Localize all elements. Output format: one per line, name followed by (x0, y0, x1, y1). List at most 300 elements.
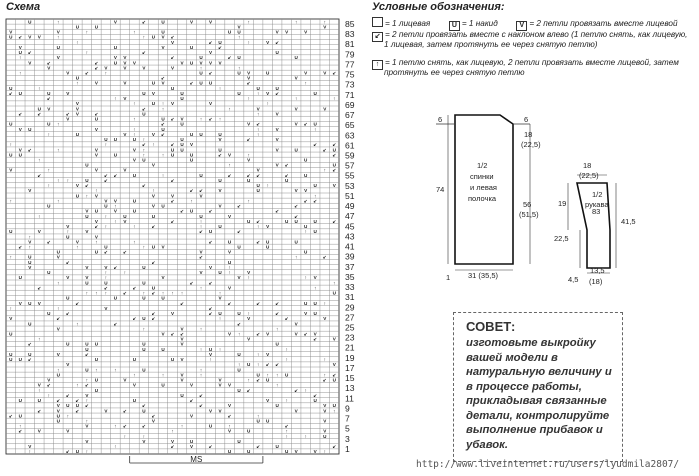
chart-symbol: ↑ (237, 34, 241, 40)
chart-symbol: U (294, 218, 298, 224)
chart-symbol: ↙ (46, 239, 51, 245)
chart-symbol: V (323, 403, 327, 409)
chart-symbol: V (180, 60, 184, 66)
chart-symbol: U (304, 172, 308, 178)
legend-knit-text: = 1 лицевая (385, 19, 431, 28)
chart-symbol: U (180, 392, 184, 398)
row-number: 11 (345, 393, 354, 404)
chart-symbol: V (85, 438, 89, 444)
chart-symbol: V (94, 152, 98, 158)
row-number: 3 (345, 433, 350, 444)
chart-symbol: U (123, 213, 127, 219)
chart-symbol: ↙ (103, 177, 108, 183)
legend-row-2b: 1 лицевая, затем протянуть ее через снятую петлю) (384, 40, 598, 49)
chart-symbol: V (209, 60, 213, 66)
chart-symbol: U (142, 280, 146, 286)
chart-symbol: ↑ (295, 96, 298, 102)
chart-symbol: ↑ (247, 311, 250, 317)
chart-symbol: ↙ (113, 321, 118, 327)
chart-symbol: U (9, 357, 13, 363)
chart-symbol: ↙ (199, 254, 203, 260)
chart-symbol: U (132, 357, 137, 363)
chart-symbol: ↙ (94, 60, 99, 66)
chart-symbol: U (218, 177, 222, 183)
chart-symbol: ↙ (322, 147, 327, 153)
chart-symbol: ↑ (256, 351, 260, 357)
chart-symbol: V (75, 239, 79, 245)
chart-symbol: U (94, 116, 99, 122)
chart-symbol: V (323, 428, 327, 434)
chart-symbol: U (237, 55, 241, 61)
chart-symbol: U (56, 372, 60, 378)
chart-symbol: ↑ (114, 367, 117, 373)
chart-symbol: ↙ (208, 39, 213, 45)
chart-symbol: U (56, 44, 60, 50)
chart-symbol: ↑ (142, 433, 146, 439)
chart-symbol: ↙ (65, 392, 70, 398)
chart-symbol: U (237, 70, 241, 76)
chart-symbol: V (123, 80, 127, 86)
row-number: 57 (345, 160, 355, 171)
chart-symbol: ↙ (37, 408, 42, 414)
chart-symbol: V (323, 408, 327, 414)
chart-symbol: ↑ (85, 449, 89, 455)
chart-symbol: U (189, 131, 194, 137)
chart-symbol: U (85, 341, 89, 347)
chart-symbol: U (285, 218, 289, 224)
chart-symbol: V (66, 90, 70, 96)
chart-symbol: ↙ (170, 55, 175, 61)
dim-bottom-width: 31 (35,5) (468, 271, 499, 280)
chart-symbol: ↑ (57, 19, 60, 25)
chart-symbol: V (209, 19, 213, 25)
chart-symbol: V (275, 111, 279, 117)
chart-symbol: U (237, 244, 241, 250)
chart-symbol: V (151, 193, 156, 199)
chart-symbol: U (237, 90, 241, 96)
chart-symbol: U (199, 55, 203, 61)
chart-symbol: V (66, 224, 70, 230)
chart-symbol: ↙ (208, 305, 213, 311)
chart-symbol: ↑ (247, 198, 250, 204)
chart-symbol: ↑ (266, 101, 269, 107)
sk2p-icon: ↑ (372, 60, 383, 70)
chart-symbol: U (56, 413, 60, 419)
chart-symbol: V (56, 254, 60, 260)
chart-symbol: U (304, 224, 308, 230)
chart-symbol: ↙ (256, 300, 261, 306)
chart-symbol: U (85, 213, 89, 219)
chart-symbol: ↙ (37, 172, 42, 178)
knit-stitch-icon (372, 17, 383, 27)
row-number: 73 (345, 79, 355, 90)
chart-symbol: U (265, 70, 270, 76)
row-number: 23 (345, 332, 355, 343)
sleeve-label-1: 1/2 (592, 190, 603, 199)
chart-symbol: V (75, 106, 79, 112)
chart-symbol: U (66, 341, 70, 347)
chart-symbol: U (218, 224, 222, 230)
row-number: 19 (345, 352, 355, 363)
row-number: 15 (345, 373, 355, 384)
chart-symbol: U (313, 90, 317, 96)
chart-symbol: V (151, 418, 156, 424)
chart-symbol: ↙ (246, 387, 251, 393)
chart-symbol: ↑ (38, 213, 41, 219)
chart-symbol: ↙ (256, 121, 261, 127)
chart-symbol: ↙ (284, 172, 289, 178)
dim-sleeve-top: 18 (583, 161, 592, 170)
chart-symbol: ↑ (57, 121, 60, 127)
chart-symbol: V (323, 316, 327, 322)
chart-symbol: ↑ (114, 444, 117, 450)
chart-symbol: ↑ (28, 244, 31, 250)
chart-symbol: V (228, 249, 232, 255)
chart-symbol: ↑ (218, 316, 222, 322)
chart-symbol: ↙ (246, 137, 251, 143)
chart-symbol: U (265, 418, 270, 424)
chart-symbol: U (199, 70, 203, 76)
chart-symbol: ↑ (266, 183, 269, 189)
chart-symbol: V (180, 336, 184, 342)
chart-symbol: U (265, 244, 270, 250)
chart-symbol: U (142, 408, 146, 414)
chart-symbol: ↑ (256, 111, 260, 117)
chart-title: Схема (6, 1, 41, 13)
chart-symbol: ↑ (152, 188, 155, 194)
chart-symbol: U (113, 137, 118, 143)
dim-top-right: 6 (524, 115, 529, 124)
chart-symbol: ↙ (303, 121, 308, 127)
chart-symbol: ↙ (227, 300, 232, 306)
row-number: 79 (345, 49, 355, 60)
chart-symbol: ↑ (323, 357, 326, 363)
chart-symbol: ↑ (76, 80, 79, 86)
chart-symbol: V (323, 418, 327, 424)
chart-symbol: U (142, 111, 146, 117)
dim-side-alt: (51,5) (519, 210, 539, 219)
row-number: 61 (345, 140, 355, 151)
chart-symbol: V (56, 326, 60, 332)
chart-symbol: U (227, 239, 232, 245)
chart-symbol: V (94, 218, 98, 224)
chart-symbol: V (323, 24, 327, 30)
chart-symbol: ↑ (38, 336, 41, 342)
chart-symbol: U (113, 152, 118, 158)
chart-symbol: V (218, 203, 222, 209)
chart-symbol: V (285, 29, 289, 35)
chart-symbol: ↑ (256, 362, 260, 368)
chart-symbol: U (85, 162, 89, 168)
chart-symbol: ↑ (285, 398, 288, 404)
chart-symbol: U (208, 80, 213, 86)
chart-symbol: U (9, 85, 13, 91)
chart-symbol: V (266, 331, 270, 337)
dim-shoulder-alt: (22,5) (521, 140, 541, 149)
chart-symbol: V (275, 29, 279, 35)
chart-symbol: U (132, 198, 137, 204)
chart-symbol: U (142, 264, 146, 270)
chart-symbol: V (323, 70, 327, 76)
chart-symbol: ↑ (123, 270, 127, 276)
row-number: 83 (345, 29, 355, 40)
chart-symbol: V (247, 70, 251, 76)
body-label-3: и левая (470, 183, 497, 192)
row-number: 71 (345, 89, 355, 100)
chart-symbol: ↑ (276, 326, 279, 332)
row-number: 41 (345, 241, 355, 252)
chart-symbol: V (9, 167, 13, 173)
chart-symbol: ↙ (18, 244, 23, 250)
chart-symbol: ↑ (199, 346, 203, 352)
chart-symbol: U (313, 121, 317, 127)
chart-symbol: ↙ (170, 444, 175, 450)
chart-symbol: V (294, 408, 298, 414)
chart-symbol: ↙ (46, 96, 51, 102)
chart-symbol: ↑ (295, 19, 298, 25)
chart-symbol: ↙ (142, 142, 146, 148)
chart-symbol: V (123, 167, 127, 173)
chart-symbol: V (151, 162, 156, 168)
chart-symbol: U (113, 44, 118, 50)
chart-symbol: V (142, 438, 146, 444)
chart-symbol: U (85, 177, 89, 183)
dim-sleeve-bottom-alt: (18) (589, 277, 603, 286)
chart-symbol: ↙ (113, 264, 118, 270)
chart-symbol: U (28, 321, 32, 327)
chart-symbol: U (237, 387, 241, 393)
chart-symbol: V (66, 362, 70, 368)
chart-symbol: V (218, 377, 222, 383)
chart-symbol: U (218, 311, 222, 317)
chart-symbol: U (180, 121, 184, 127)
chart-symbol: ↙ (94, 224, 99, 230)
legend-title: Условные обозначения: (372, 1, 505, 13)
chart-symbol: ↑ (171, 290, 174, 296)
chart-symbol: V (304, 311, 308, 317)
chart-symbol: U (28, 259, 32, 265)
chart-symbol: ↑ (180, 290, 184, 296)
chart-symbol: ↑ (247, 152, 250, 158)
chart-symbol: V (294, 75, 298, 81)
chart-symbol: U (218, 270, 222, 276)
chart-symbol: ↑ (228, 106, 231, 112)
chart-symbol: ↑ (9, 198, 12, 204)
chart-symbol: ↙ (256, 444, 261, 450)
chart-symbol: ↙ (313, 142, 318, 148)
chart-symbol: ↑ (57, 177, 60, 183)
chart-symbol: ↑ (9, 142, 12, 148)
chart-symbol: ↙ (18, 111, 23, 117)
chart-symbol: ↙ (208, 444, 213, 450)
chart-symbol: ↙ (27, 147, 32, 153)
chart-symbol: ↑ (47, 131, 50, 137)
chart-symbol: V (199, 60, 203, 66)
chart-symbol: ↙ (132, 316, 137, 322)
row-number: 69 (345, 99, 355, 110)
row-number: 85 (345, 19, 355, 29)
dim-height-total: 74 (436, 185, 445, 194)
chart-symbol: ↑ (38, 387, 41, 393)
chart-symbol: ↙ (284, 423, 289, 429)
row-number: 81 (345, 39, 355, 50)
chart-symbol: ↙ (142, 50, 146, 56)
chart-symbol: ↑ (237, 362, 241, 368)
advice-title: СОВЕТ: (466, 319, 516, 334)
dim-sleeve-415: 41,5 (621, 217, 636, 226)
chart-symbol: ↙ (84, 183, 89, 189)
chart-symbol: ↙ (237, 229, 242, 235)
chart-symbol: V (209, 50, 213, 56)
chart-symbol: U (28, 254, 32, 260)
chart-symbol: V (189, 444, 194, 450)
chart-symbol: ↙ (65, 449, 70, 455)
chart-symbol: V (170, 438, 175, 444)
chart-symbol: U (75, 193, 80, 199)
chart-symbol: U (285, 449, 289, 455)
chart-symbol: U (189, 44, 194, 50)
chart-symbol: V (228, 403, 232, 409)
chart-symbol: ↑ (304, 275, 307, 281)
chart-symbol: V (85, 229, 89, 235)
chart-symbol: V (104, 305, 108, 311)
chart-symbol: V (66, 116, 70, 122)
chart-symbol: U (104, 203, 108, 209)
chart-symbol: ↑ (133, 131, 136, 137)
chart-symbol: ↑ (161, 372, 165, 378)
chart-symbol: ↑ (228, 264, 231, 270)
chart-symbol: U (275, 403, 279, 409)
chart-symbol: U (199, 80, 203, 86)
chart-symbol: U (189, 60, 194, 66)
legend-row-1 (372, 17, 678, 31)
chart-symbol: ↑ (85, 50, 89, 56)
chart-symbol: ↙ (161, 121, 165, 127)
chart-symbol: ↑ (133, 116, 136, 122)
chart-symbol: ↙ (208, 239, 213, 245)
yarn-over-icon: U (449, 21, 460, 31)
chart-symbol: V (161, 331, 165, 337)
chart-symbol: ↙ (284, 316, 289, 322)
chart-symbol: V (66, 275, 70, 281)
chart-symbol: U (285, 177, 289, 183)
chart-symbol: ↙ (332, 70, 337, 76)
chart-symbol: ↙ (65, 259, 70, 265)
chart-symbol: ↑ (237, 331, 241, 337)
chart-symbol: U (94, 387, 99, 393)
chart-symbol: U (9, 121, 13, 127)
chart-symbol: ↙ (275, 208, 280, 214)
chart-symbol: V (132, 157, 136, 163)
chart-symbol: V (18, 44, 22, 50)
chart-symbol: U (56, 249, 60, 255)
chart-symbol: V (189, 19, 194, 25)
row-number: 51 (345, 190, 355, 201)
chart-symbol: ↑ (95, 290, 98, 296)
chart-symbol: V (170, 193, 175, 199)
chart-symbol: ↙ (151, 290, 156, 296)
chart-symbol: U (161, 346, 165, 352)
chart-symbol: V (332, 362, 336, 368)
chart-symbol: ↙ (65, 111, 70, 117)
chart-symbol: ↑ (19, 55, 22, 61)
chart-symbol: V (104, 408, 108, 414)
chart-symbol: V (313, 275, 317, 281)
chart-symbol: U (18, 413, 22, 419)
chart-symbol: U (313, 229, 317, 235)
chart-symbol: U (275, 50, 279, 56)
chart-symbol: U (189, 208, 194, 214)
chart-symbol: V (47, 65, 51, 71)
chart-symbol: ↑ (57, 280, 60, 286)
chart-symbol: V (85, 264, 89, 270)
row-number: 65 (345, 120, 355, 131)
chart-symbol: U (18, 357, 22, 363)
dim-sleeve-top-alt: (22,5) (579, 171, 599, 180)
chart-symbol: U (294, 239, 298, 245)
chart-symbol: V (47, 377, 51, 383)
chart-symbol: U (275, 85, 279, 91)
chart-symbol: V (199, 270, 203, 276)
chart-symbol: U (104, 137, 108, 143)
chart-symbol: V (256, 106, 260, 112)
chart-symbol: U (75, 449, 80, 455)
chart-symbol: V (256, 167, 260, 173)
chart-symbol: ↙ (161, 131, 165, 137)
chart-symbol: ↑ (256, 413, 260, 419)
chart-symbol: ↑ (180, 423, 184, 429)
chart-symbol: ↑ (28, 449, 31, 455)
chart-symbol: ↑ (228, 162, 231, 168)
chart-symbol: ↙ (265, 362, 270, 368)
chart-symbol: V (113, 208, 117, 214)
chart-symbol: ↙ (199, 188, 203, 194)
chart-symbol: ↙ (313, 336, 318, 342)
row-number: 75 (345, 69, 355, 80)
chart-symbol: ↙ (180, 208, 184, 214)
chart-symbol: U (208, 423, 213, 429)
chart-symbol: ↙ (170, 142, 175, 148)
chart-symbol: U (161, 295, 165, 301)
chart-symbol: ↑ (142, 326, 146, 332)
chart-symbol: ↑ (66, 413, 69, 419)
chart-symbol: ↑ (133, 224, 136, 230)
chart-symbol: ↑ (323, 372, 326, 378)
chart-symbol: V (247, 157, 251, 163)
chart-symbol: ↑ (47, 167, 50, 173)
advice-text: изготовьте выкройку вашей модели в натуральную величину и в процессе работы, прикладывая связанные детали, контролируйте выполнение прибавок и убавок. (466, 337, 612, 451)
chart-symbol: V (228, 428, 232, 434)
chart-symbol: V (123, 131, 127, 137)
dim-bottom-left: 1 (446, 273, 451, 282)
chart-symbol: V (161, 275, 165, 281)
chart-symbol: V (170, 39, 175, 45)
chart-symbol: U (332, 403, 336, 409)
chart-symbol: ↑ (314, 126, 317, 132)
chart-symbol: ↑ (199, 224, 203, 230)
chart-symbol: ↑ (285, 357, 288, 363)
chart-symbol: ↑ (276, 382, 279, 388)
chart-symbol: V (218, 408, 222, 414)
chart-symbol: U (94, 377, 99, 383)
chart-symbol: U (37, 398, 41, 404)
chart-symbol: U (189, 157, 194, 163)
chart-symbol: V (94, 126, 98, 132)
chart-symbol: ↑ (218, 85, 222, 91)
row-number: 33 (345, 282, 355, 293)
chart-symbol: U (218, 147, 222, 153)
chart-symbol: V (209, 351, 213, 357)
